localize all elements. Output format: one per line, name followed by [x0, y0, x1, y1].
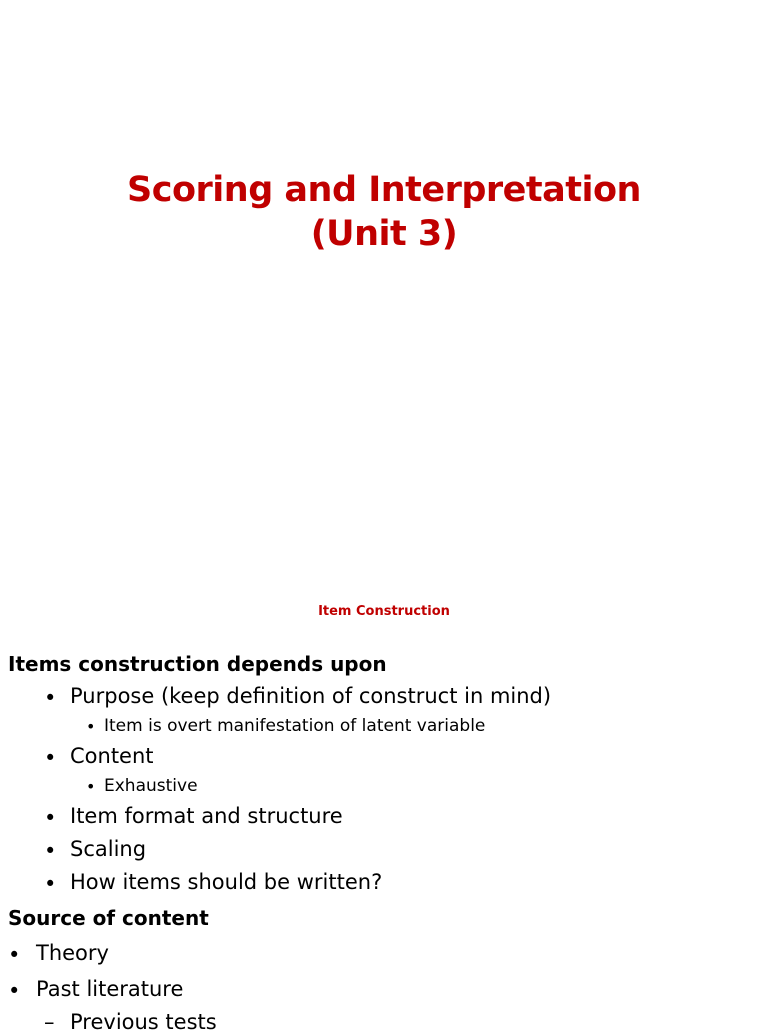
- bullet-icon: •: [44, 839, 57, 863]
- heading-items-construction: Items construction depends upon: [8, 652, 387, 676]
- list-item-scaling: Scaling: [70, 837, 147, 861]
- bullet-icon: •: [86, 717, 96, 736]
- list-item-past-literature: Past literature: [36, 977, 184, 1001]
- slide2-title: Item Construction: [318, 604, 450, 619]
- list-item-previous-tests: Previous tests: [70, 1010, 217, 1034]
- bullet-icon: •: [8, 979, 21, 1003]
- dash-icon: –: [44, 1010, 55, 1034]
- bullet-icon: •: [44, 746, 57, 770]
- list-item-exhaustive: Exhaustive: [104, 776, 198, 796]
- list-item-theory: Theory: [36, 941, 109, 965]
- list-item-overt: Item is overt manifestation of latent variable: [104, 716, 486, 736]
- bullet-icon: •: [86, 777, 96, 796]
- bullet-icon: •: [44, 872, 57, 896]
- bullet-icon: •: [44, 806, 57, 830]
- title-line-1: Scoring and Interpretation: [127, 170, 641, 210]
- list-item-format: Item format and structure: [70, 804, 343, 828]
- title-line-2: (Unit 3): [310, 214, 458, 254]
- bullet-icon: •: [44, 686, 57, 710]
- list-item-content: Content: [70, 744, 154, 768]
- heading-source-of-content: Source of content: [8, 906, 209, 930]
- list-item-purpose: Purpose (keep definition of construct in mind): [70, 684, 552, 708]
- list-item-writing: How items should be written?: [70, 870, 383, 894]
- slide-title: [0, 168, 768, 256]
- bullet-icon: •: [8, 943, 21, 967]
